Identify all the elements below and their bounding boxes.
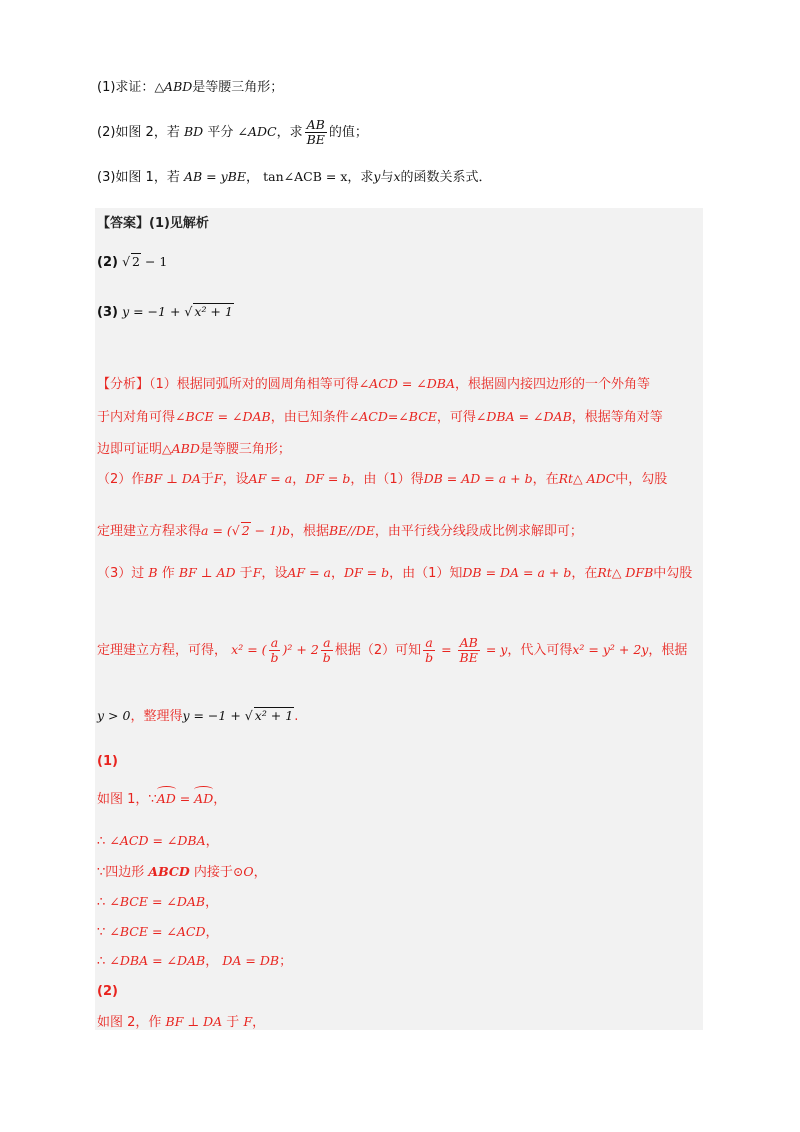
solution-1-1-text-a: 如图 1，∵ [97,792,157,807]
analysis-6-text-f: ，在 [571,566,598,581]
analysis-5-math-a-post: − 1)b [250,523,290,538]
question-3-math-a: AB = yBE [183,169,246,184]
solution-1-4-text-a: ∴ [97,895,110,910]
question-2-math-b: ∠ADC [237,124,277,139]
analysis-3-text-a: 边即可证明 [97,442,163,457]
analysis-6-math-b: F [252,565,262,580]
question-3-var-y: y [373,169,381,184]
question-1-text-b: 是等腰三角形； [192,80,284,95]
solution-1-4-text-b: ， [205,895,219,910]
solution-1-line-6 [97,951,292,972]
analysis-3-math: △ABD [162,441,200,456]
solution-1-6-text-b: ， [205,954,223,969]
solution-1-5-math: ∠BCE = ∠ACD [109,924,206,939]
analysis-4-text-b: 于 [200,472,214,487]
analysis-4-text-f: ，在 [532,472,559,487]
question-1-number: (1) [97,80,116,95]
question-3-text-c: 与 [380,170,394,185]
analysis-1-math: ∠ACD = ∠DBA [358,376,455,391]
question-3-text-b: ，求 [347,170,374,185]
question-3-text-d: 的函数关系式． [400,170,492,185]
solution-2-1-math-b: F [243,1014,253,1029]
analysis-7-eq: = [437,642,456,657]
solution-1-6-math-a: ∠DBA = ∠DAB [109,953,206,968]
analysis-2-math-b: ∠ACD=∠BCE [348,409,437,424]
question-2-text-c: ，求 [276,125,303,140]
analysis-5-text-b: ，根据 [289,524,329,539]
frac-4-num: AB [459,635,478,650]
solution-1-number: (1) [97,754,118,769]
analysis-7-math-b-post: = y [481,642,508,657]
frac-3-num: a [425,635,433,650]
solution-1-3-math-b: ⊙O [232,864,254,879]
analysis-5-text-c: ，由平行线分线段成比例求解即可； [374,524,583,539]
question-2-text-a: 如图 2，若 [115,125,180,140]
analysis-7-text-a: 定理建立方程，可得， [97,643,228,658]
analysis-4-math-d: DF = b [305,471,351,486]
solution-1-line-2 [97,831,219,852]
solution-2-number: (2) [97,984,118,999]
solution-1-1-eq: = [175,791,195,806]
frac-4-den: BE [459,650,478,665]
question-3-text-a: 如图 1，若 [115,170,180,185]
analysis-4-text-c: ，设 [222,472,249,487]
analysis-line-4 [97,469,667,490]
analysis-1-text-b: ，根据圆内接四边形的一个外角等 [455,377,651,392]
analysis-8-radicand: x² + 1 [254,708,294,723]
solution-1-5-text-b: ， [205,925,219,940]
solution-1-2-text-b: ， [205,834,219,849]
analysis-6-math-a: BF ⊥ AD [178,565,236,580]
solution-1-1-text-b: ， [213,792,227,807]
analysis-line-8 [97,706,298,727]
analysis-6-math-e: DB = DA = a + b [462,565,572,580]
analysis-2-math-c: ∠DBA = ∠DAB [475,409,572,424]
question-3-number: (3) [97,170,116,185]
analysis-7-math-b [421,635,508,665]
analysis-7-text-c: ，代入可得 [507,643,573,658]
analysis-6-math-c: AF = a [287,565,331,580]
analysis-7-frac-3 [423,636,435,665]
analysis-7-math-a-mid: )² + 2 [282,642,319,657]
frac-1-den: b [270,650,279,665]
solution-2-line-1 [97,1012,265,1033]
analysis-5-math-a-pre: a = ( [201,523,232,538]
analysis-7-text-b: 根据（2）可知 [334,643,422,658]
analysis-4-text-e: ，由（1）得 [350,472,424,487]
arc-ad-right: AD [194,789,213,809]
analysis-4-math-b: F [213,471,223,486]
analysis-2-math-a: ∠BCE = ∠DAB [175,409,271,424]
solution-1-line-4 [97,892,218,913]
solution-1-line-1 [97,789,226,810]
solution-1-3-text-a: ∵四边形 [97,865,149,880]
analysis-4-text-d: ， [292,472,306,487]
question-3-var-x: x [393,169,401,184]
answer-2-math: √ 2 − 1 [122,254,168,269]
solution-1-3-text-c: ， [253,865,267,880]
solution-2-1-text-b: 于 [222,1015,244,1030]
solution-2-1-math-a: BF ⊥ DA [165,1014,223,1029]
question-2-text-b: 平分 [207,125,234,140]
analysis-5-math-b: BE//DE [328,523,375,538]
analysis-4-math-f: Rt△ ADC [558,471,616,486]
analysis-line-6 [97,563,692,584]
answer-2 [97,252,167,273]
answer-3-radicand: x² + 1 [194,304,233,319]
analysis-6-text-e: ，由（1）知 [389,566,463,581]
analysis-line-7 [97,634,687,667]
question-3-sep: ， [245,170,259,185]
analysis-6-text-c: ，设 [261,566,288,581]
analysis-2-text-a: 于内对角可得 [97,410,176,425]
solution-2-1-text-a: 如图 2，作 [97,1015,166,1030]
solution-1-6-text-a: ∴ [97,954,110,969]
solution-1-line-3 [97,862,267,883]
frac-2-den: b [322,650,331,665]
solution-2-1-text-c: ， [252,1015,266,1030]
analysis-line-2 [97,407,663,428]
frac-1-num: a [270,635,279,650]
solution-1-3-math-a: ABCD [148,864,190,879]
analysis-6-text-a: （3）过 [97,566,145,581]
analysis-6-text-b: 于 [239,566,253,581]
solution-1-3-text-b: 内接于 [189,865,233,880]
analysis-8-text-a: ，整理得 [130,709,183,724]
analysis-line-3 [97,439,291,460]
answer-3-number: (3) [97,305,118,320]
analysis-6-text-a2: 作 [161,566,175,581]
analysis-7-math-c: x² = y² + 2y [572,642,649,657]
analysis-2-text-b: ，由已知条件 [270,410,349,425]
solution-1-6-math-b: DA = DB [222,953,280,968]
answer-2-rest: − 1 [141,254,168,269]
analysis-7-frac-4 [458,636,480,665]
analysis-5-radicand: 2 [241,523,250,538]
question-3 [97,167,492,188]
analysis-line-1 [97,374,650,395]
analysis-8-math-b-pre: y = −1 + [182,708,245,723]
answer-3-math-pre: y = −1 + [122,304,185,319]
solution-1-5-text-a: ∵ [97,925,110,940]
question-2-text-d: 的值； [328,125,368,140]
frac-2-num: a [323,635,331,650]
solution-1-4-math: ∠BCE = ∠DAB [109,894,206,909]
analysis-7-math-a-pre: x² = ( [231,642,267,657]
fraction-denominator: BE [306,132,325,147]
analysis-6-text-g: 中勾股 [653,566,693,581]
analysis-7-frac-1 [269,636,281,665]
solution-1-2-text-a: ∴ [97,834,110,849]
question-2-math-a: BD [183,124,204,139]
analysis-5-math-a: a = (√ 2 − 1)b [201,523,290,538]
question-1 [97,77,283,98]
frac-3-den: b [425,650,434,665]
analysis-6-math-d: DF = b [343,565,390,580]
answer-2-radicand: 2 [132,254,140,269]
answer-3 [97,302,234,323]
answer-2-number: (2) [97,255,118,270]
analysis-4-text-g: 中，勾股 [615,472,668,487]
analysis-8-math-a: y > 0 [97,708,131,723]
analysis-line-5 [97,521,583,542]
analysis-8-text-b: . [294,709,299,724]
analysis-4-math-a: BF ⊥ DA [144,471,201,486]
analysis-4-math-e: DB = AD = a + b [423,471,533,486]
analysis-4-math-c: AF = a [248,471,293,486]
analysis-4-text-a: （2）作 [97,472,145,487]
solution-1-2-math: ∠ACD = ∠DBA [109,833,206,848]
question-2-fraction [305,118,327,147]
question-2 [97,118,368,147]
answer-label: 【答案】(1)见解析 [97,216,209,231]
analysis-3-text-b: 是等腰三角形； [199,442,291,457]
question-1-text-a: 求证： [115,80,155,95]
analysis-2-text-c: ，可得 [436,410,476,425]
analysis-7-math-a [231,635,335,665]
analysis-6-text-d: ， [330,566,344,581]
analysis-1-text-a: 【分析】（1）根据同弧所对的圆周角相等可得 [97,377,359,392]
fraction-numerator: AB [306,117,325,132]
analysis-2-text-d: ，根据等角对等 [571,410,663,425]
analysis-7-text-d: ，根据 [648,643,688,658]
analysis-6-math-f: Rt△ DFB [597,565,654,580]
analysis-8-math-b: y = −1 + √ x² + 1 [182,708,294,723]
solution-1-line-5 [97,922,219,943]
solution-1-6-text-c: ； [279,954,293,969]
arc-ad-left: AD [157,789,176,809]
question-2-number: (2) [97,125,116,140]
question-3-math-b: tan∠ACB = x [263,169,348,184]
analysis-6-math-pt: B [148,565,158,580]
question-1-math: △ABD [154,79,193,94]
analysis-5-text-a: 定理建立方程求得 [97,524,202,539]
analysis-7-frac-2 [321,636,333,665]
answer-3-radical: √ x² + 1 [184,304,233,319]
